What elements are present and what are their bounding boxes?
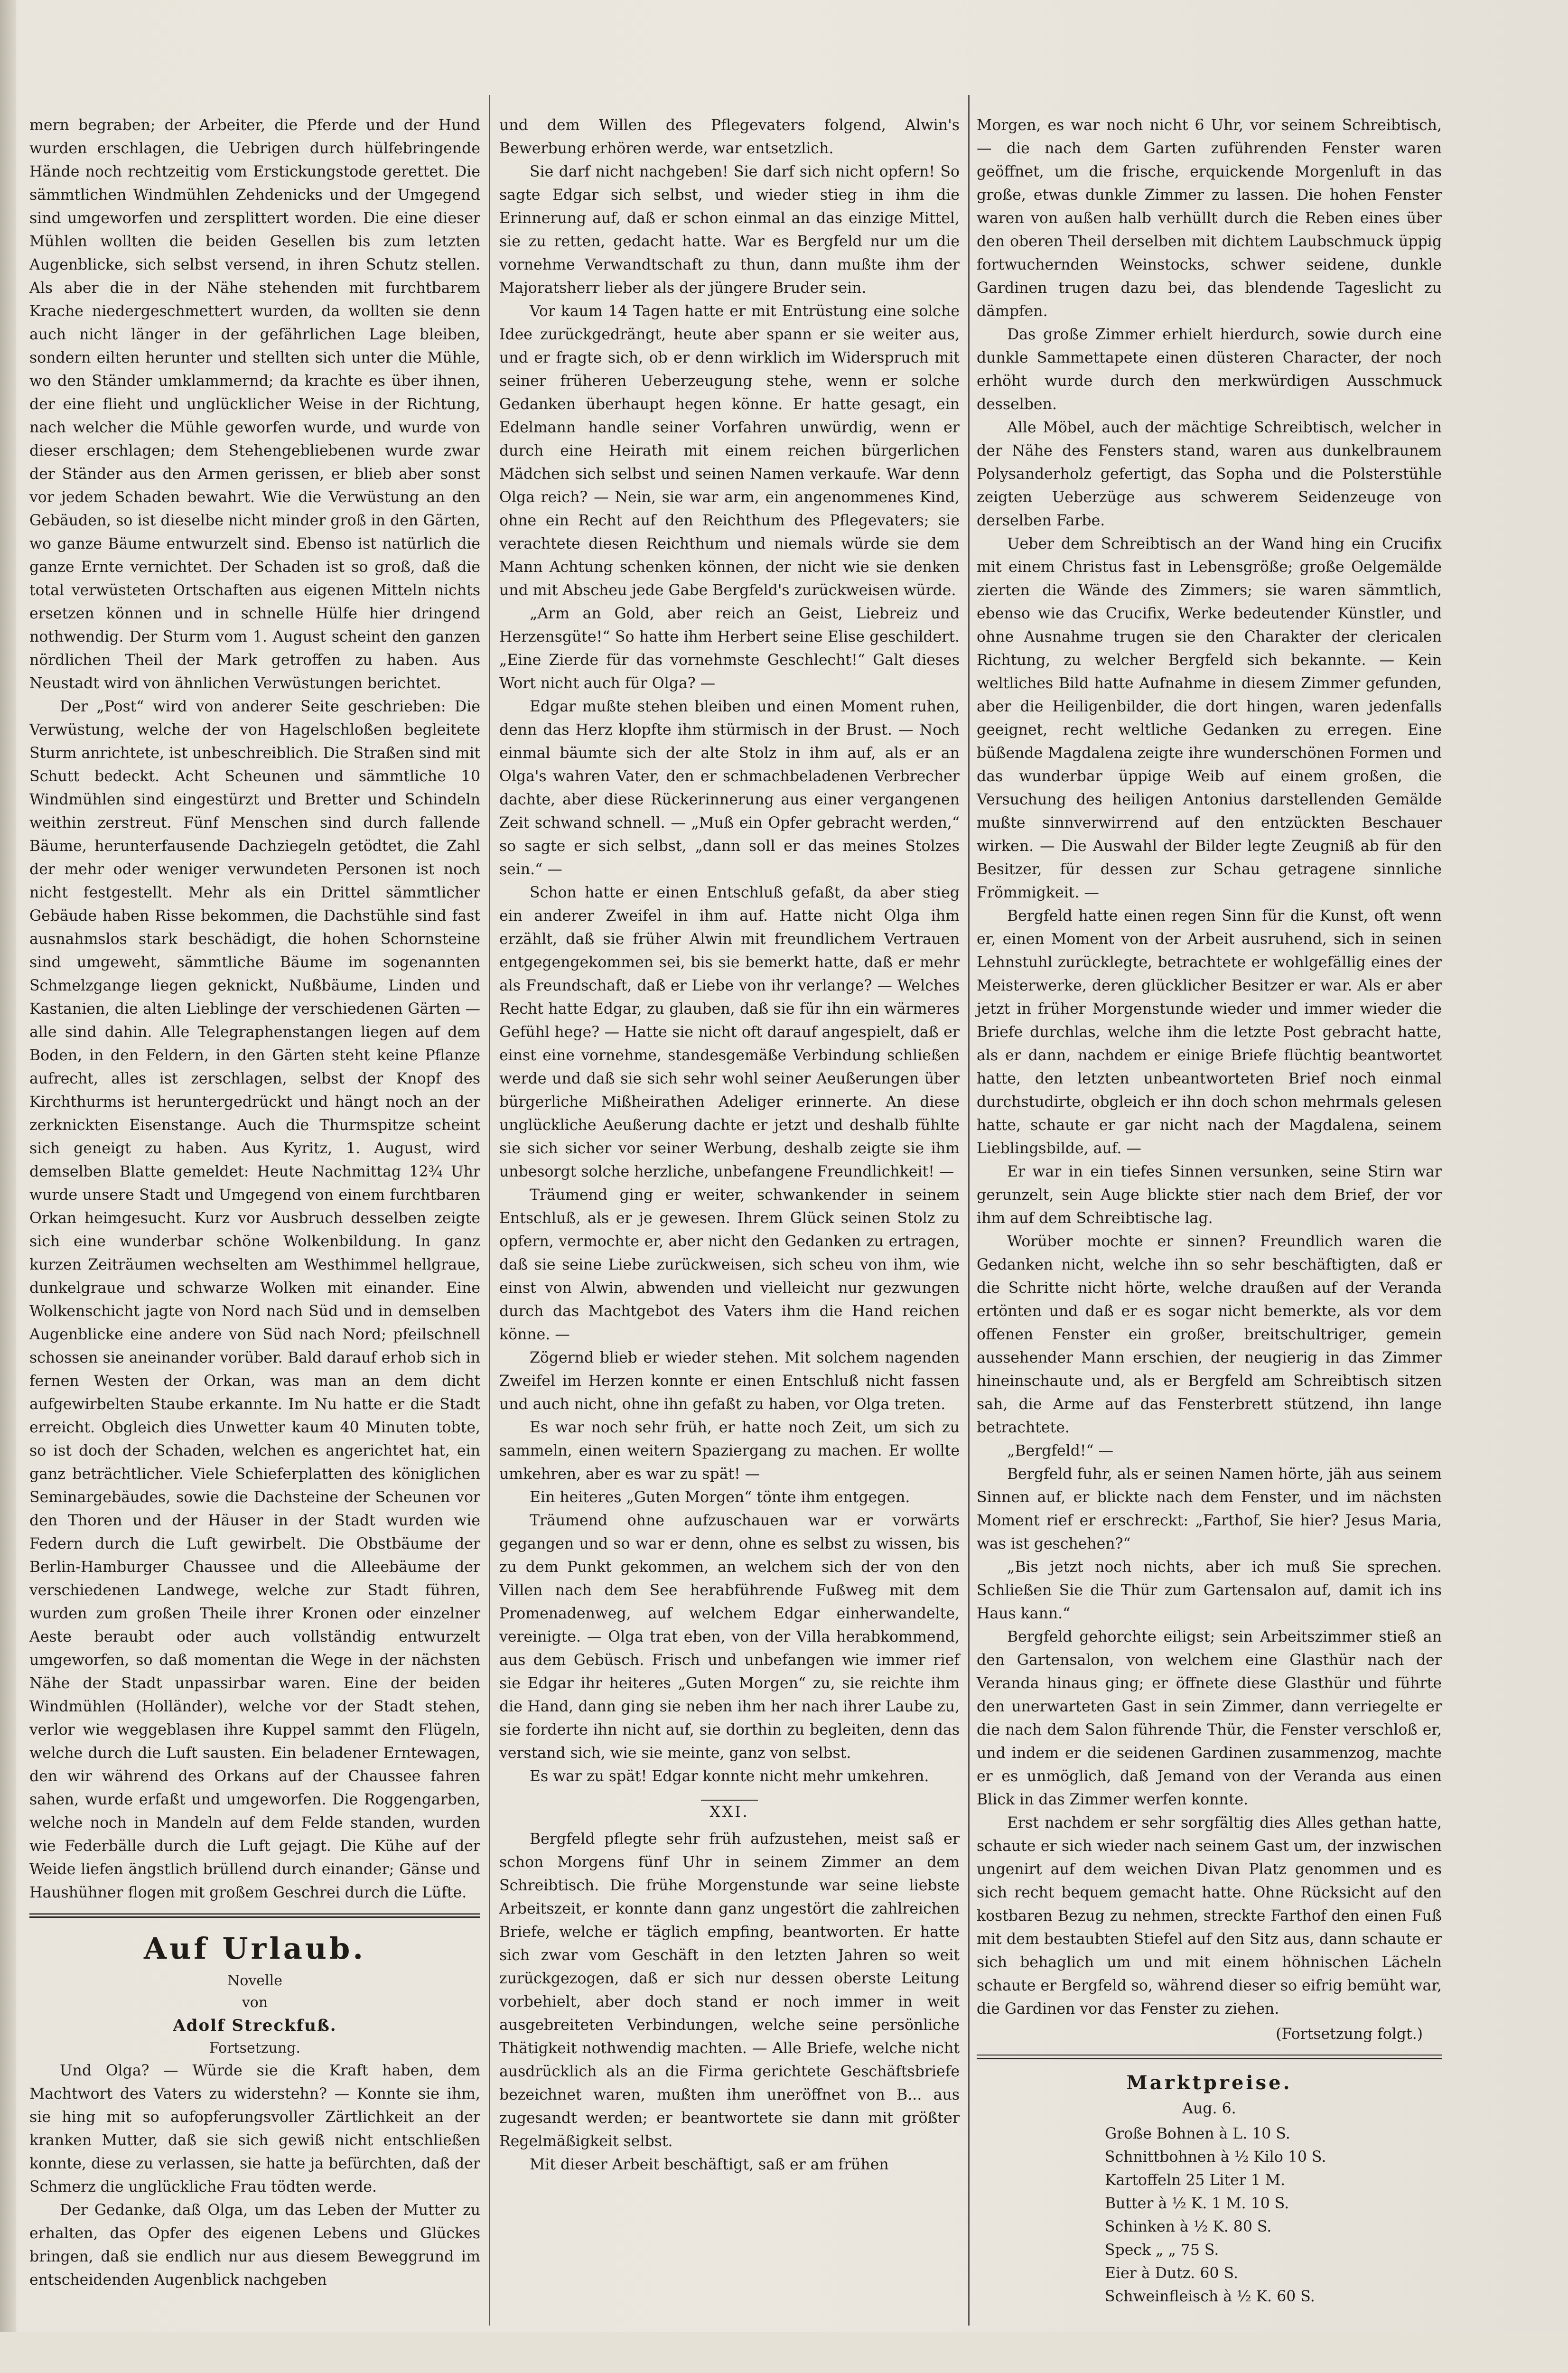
story-paragraph: Bergfeld hatte einen regen Sinn für die Kunst, oft wenn er, einen Moment von der Arbeit ausruhend, sich in seinen Lehnstuhl zurücklegte, betrachtete er wohlgefällig eines der Meisterwerke, deren glücklicher Besitzer er war. Als er aber jetzt in früher Morgenstunde wieder und immer wieder die Briefe durchlas, welche ihm die letzte Post gebracht hatte, als er dann, nachdem er einige Briefe flüchtig beantwortet hatte, den letzten unbeantworteten Brief noch einmal durchstudirte, obgleich er ihn doch schon mehrmals gelesen hatte, schaute er gar nicht nach der Magdalena, seinem Lieblingsbilde, auf. — [977,907,1442,1157]
story-paragraph: Worüber mochte er sinnen? Freundlich waren die Gedanken nicht, welche ihn so sehr beschäftigten, daß er die Schritte nicht hörte, welche draußen auf der Veranda ertönten und daß er es sogar nicht bemerkte, als vor dem offenen Fenster ein großer, breitschultriger, gemein aussehender Mann erschien, der neugierig in das Zimmer hineinschaute und, als er Bergfeld am Schreibtisch sitzen sah, die Arme auf das Fensterbrett stützend, ihn lange betrachtete. [977,1233,1442,1436]
story-paragraph: Der Gedanke, daß Olga, um das Leben der Mutter zu erhalten, das Opfer des eigenen Lebens und Glückes bringen, daß sie endlich nur aus diesem Beweggrund im entscheidenden Augenblick nachgeben [29,2202,480,2289]
story-paragraph: Ueber dem Schreibtisch an der Wand hing ein Crucifix mit einem Christus fast in Lebensgröße; große Oelgemälde zierten die Wände des Zimmers; sie waren sämmtlich, ebenso wie das Crucifix, Werke bedeutender Künstler, und ohne Ausnahme trugen sie den Charakter der clericalen Richtung, zu welcher Bergfeld sich bekannte. — Kein weltliches Bild hatte Aufnahme in diesem Zimmer gefunden, aber die Heiligenbilder, die dort hingen, waren jedenfalls geeignet, recht weltliche Gedanken zu erregen. Eine büßende Magdalena zeigte ihre wunderschönen Formen und das wunderbar üppige Weib auf einem großen, die Versuchung des heiligen Antonius darstellenden Gemälde mußte sinnverwirrend auf den entzückten Beschauer wirken. — Die Auswahl der Bilder legte Zeugniß ab für den Besitzer, für dessen zur Schau getragene sinnliche Frömmigkeit. — [977,535,1442,901]
column-divider [489,95,490,2326]
story-genre: Novelle [227,1972,282,1989]
story-paragraph: und dem Willen des Pflegevaters folgend, Alwin's Bewerbung erhören werde, war entsetzlich. [499,117,960,157]
market-price-item: Speck „ „ 75 S. [1105,2242,1219,2259]
market-prices-title: Marktpreise. [1126,2072,1292,2094]
market-price-item: Butter à ½ K. 1 M. 10 S. [1105,2195,1289,2212]
page-edge-shadow [0,0,16,2332]
story-paragraph: Träumend ging er weiter, schwankender in seinem Entschluß, als er je gewesen. Ihrem Glück seinen Stolz zu opfern, vermochte er, aber nicht den Gedanken zu ertragen, daß sie seine Liebe zurückweisen, sich scheu von ihm, wie einst von Alwin, abwenden und vielleicht nur gezwungen durch das Machtgebot des Vaters ihm die Hand reichen könne. — [499,1186,960,1343]
story-paragraph: „Arm an Gold, aber reich an Geist, Liebreiz und Herzensgüte!“ So hatte ihm Herbert seine Elise geschildert. „Eine Zierde für das vornehmste Geschlecht!“ Galt dieses Wort nicht auch für Olga? — [499,605,960,692]
story-paragraph: Edgar mußte stehen bleiben und einen Moment ruhen, denn das Herz klopfte ihm stürmisch in der Brust. — Noch einmal bäumte sich der alte Stolz in ihm auf, als er an Olga's wahren Vater, den er schmachbeladenen Verbrecher dachte, aber diese Rückerinnerung aus einer vergangenen Zeit schwand schnell. — „Muß ein Opfer gebracht werden,“ so sagte er sich selbst, „dann soll er das meines Stolzes sein.“ — [499,698,960,878]
story-paragraph: Träumend ohne aufzuschauen war er vorwärts gegangen und so war er denn, ohne es selbst zu wissen, bis zu dem Punkt gekommen, an welchem sich der von den Villen nach dem See herabführende Fußweg mit dem Promenadenweg, auf welchem Edgar einherwandelte, vereinigte. — Olga trat eben, von der Villa herabkommend, aus dem Gebüsch. Frisch und unbefangen wie immer rief sie Edgar ihr heiteres „Guten Morgen“ zu, sie reichte ihm die Hand, dann ging sie neben ihm her nach ihrer Laube zu, sie forderte ihn nicht auf, sie dorthin zu begleiten, denn das verstand sich, wie sie meinte, ganz von selbst. [499,1512,960,1762]
story-heading [29,1927,480,2059]
market-price-item: Eier à Dutz. 60 S. [1105,2265,1238,2282]
section-rule [29,1913,480,1918]
article-paragraph: mern begraben; der Arbeiter, die Pferde und der Hund wurden erschlagen, die Uebrigen durch hülfebringende Hände noch rechtzeitig vom Erstickungstode gerettet. Die sämmtlichen Windmühlen Zehdenicks und der Umgegend sind umgeworfen und zersplittert worden. Die eine dieser Mühlen wollten die beiden Gesellen bis zum letzten Augenblicke, sich selbst versend, in ihren Schutz stellen. Als aber die in der Nähe stehenden mit furchtbarem Krache niedergeschmettert wurden, da wollten sie denn auch nicht länger in der gefährlichen Lage bleiben, sondern eilten herunter und stellten sich unter die Mühle, wo den Ständer umklammernd; da krachte es über ihnen, der eine flieht und unglücklicher Weise in der Richtung, nach welcher die Mühle geworfen wurde, und wurde von dieser erschlagen; dem Stehengebliebenen wurde zwar der Ständer aus den Armen gerissen, er blieb aber sonst vor jedem Schaden bewahrt. Wie die Verwüstung an den Gebäuden, so ist dieselbe nicht minder groß in den Gärten, wo ganze Bäume entwurzelt sind. Ebenso ist natürlich die ganze Ernte vernichtet. Der Schaden ist so groß, daß die total verwüsteten Ortschaften aus eigenen Mitteln nichts ersetzen können und in schnelle Hülfe hier dringend nothwendig. Der Sturm vom 1. August scheint den ganzen nördlichen Theil der Mark getroffen zu haben. Aus Neustadt wird von ähnlichen Verwüstungen berichtet. [29,117,480,692]
story-paragraph: Mit dieser Arbeit beschäftigt, saß er am frühen [530,2156,889,2173]
story-paragraph: Sie darf nicht nachgeben! Sie darf sich nicht opfern! So sagte Edgar sich selbst, und wieder stieg in ihm die Erinnerung auf, daß er schon einmal an das einzige Mittel, sie zu retten, gedacht hatte. War es Bergfeld nur um die vornehme Verwandtschaft zu thun, dann mußte ihm der Majoratsherr lieber als der jüngere Bruder sein. [499,163,960,297]
story-paragraph: „Bergfeld!“ — [1007,1442,1114,1459]
chapter-heading [499,1801,960,1824]
market-prices-list [1105,2122,1442,2308]
story-paragraph: Vor kaum 14 Tagen hatte er mit Entrüstung eine solche Idee zurückgedrängt, heute aber spann er sie weiter aus, und er fragte sich, ob er denn wirklich im Widerspruch mit seiner früheren Ueberzeugung stehe, wenn er solche Gedanken überhaupt hegen könne. Er hatte gesagt, ein Edelmann handle seiner Vorfahren unwürdig, wenn er durch eine Heirath mit einem reichen bürgerlichen Mädchen sich selbst und seinen Namen verkaufe. War denn Olga reich? — Nein, sie war arm, ein angenommenes Kind, ohne ein Recht auf den Reichthum des Pflegevaters; sie verachtete diesen Reichthum und niemals würde sie dem Mann Achtung schenken können, der nicht wie sie denken und mit Abscheu jede Gabe Bergfeld's zurückweisen würde. [499,303,960,599]
story-paragraph: Bergfeld fuhr, als er seinen Namen hörte, jäh aus seinem Sinnen auf, er blickte nach dem Fenster, und im nächsten Moment rief er erschreckt: „Farthof, Sie hier? Jesus Maria, was ist geschehen?“ [977,1466,1442,1552]
market-price-item: Schnittbohnen à ½ Kilo 10 S. [1105,2149,1326,2166]
story-paragraph: Es war zu spät! Edgar konnte nicht mehr umkehren. [530,1768,929,1785]
story-paragraph: Es war noch sehr früh, er hatte noch Zeit, um sich zu sammeln, einen weitern Spaziergang zu machen. Er wollte umkehren, aber es war zu spät! — [499,1419,960,1483]
market-price-item: Schinken à ½ K. 80 S. [1105,2218,1272,2235]
column-divider [968,95,970,2326]
story-by: von [242,1994,268,2011]
story-author: Adolf Streckfuß. [173,2016,337,2035]
story-paragraph: Erst nachdem er sehr sorgfältig dies Alles gethan hatte, schaute er sich wieder nach seinem Gast um, der inzwischen ungenirt auf dem weichen Divan Platz genommen und es sich recht bequem gemacht hatte. Ohne Rücksicht auf den kostbaren Bezug zu nehmen, streckte Farthof den einen Fuß mit dem bestaubten Stiefel auf den Sitz aus, dann schaute er sich behaglich um und mit einem höhnischen Lächeln schaute er Bergfeld so, während dieser so eifrig bemüht war, die Gardinen vor das Fenster zu ziehen. [977,1814,1442,2018]
story-title: Auf Urlaub. [144,1931,366,1966]
story-paragraph: Er war in ein tiefes Sinnen versunken, seine Stirn war gerunzelt, sein Auge blickte stier nach dem Brief, der vor ihm auf dem Schreibtische lag. [977,1163,1442,1227]
chapter-number: XXI. [701,1800,757,1821]
story-paragraph: „Bis jetzt noch nichts, aber ich muß Sie sprechen. Schließen Sie die Thür zum Gartensalon auf, damit ich ins Haus kann.“ [977,1559,1442,1622]
story-paragraph: Und Olga? — Würde sie die Kraft haben, dem Machtwort des Vaters zu widerstehn? — Konnte sie ihm, sie hing mit so aufopferungsvoller Zärtlichkeit an der kranken Mutter, daß sie sich gewiß nicht entschließen konnte, diese zu verlassen, sie hatte ja befürchten, daß der Schmerz die unglückliche Frau tödten werde. [29,2062,480,2195]
story-paragraph: Bergfeld gehorchte eiligst; sein Arbeitszimmer stieß an den Gartensalon, von welchem eine Glasthür nach der Veranda hinaus ging; er öffnete diese Glasthür und führte den unerwarteten Gast in sein Zimmer, dann verriegelte er die nach dem Salon führende Thür, die Fenster verschloß er, und indem er die seidenen Gardinen zusammenzog, machte er es unmöglich, daß Jemand von der Veranda aus einen Blick in das Zimmer werfen konnte. [977,1628,1442,1808]
market-price-item: Schweinfleisch à ½ K. 60 S. [1105,2288,1315,2305]
story-paragraph: Schon hatte er einen Entschluß gefaßt, da aber stieg ein anderer Zweifel in ihm auf. Hatte nicht Olga ihm erzählt, daß sie früher Alwin mit freundlichem Vertrauen entgegengekommen sei, bis sie bemerkt hatte, daß er mehr als Freundschaft, daß er Liebe von ihr verlange? — Welches Recht hatte Edgar, zu glauben, daß sie für ihn ein wärmeres Gefühl hege? — Hatte sie nicht oft darauf angespielt, daß er einst eine vornehme, standesgemäße Verbindung schließen werde und daß sie sich sehr wohl seiner Aeußerungen über bürgerliche Mißheirathen Adeliger erinnerte. An diese unglückliche Aeußerung dachte er jetzt und deshalb fühlte sie sich sicher vor seiner Werbung, deshalb zeigte sie ihm unbesorgt solche herzliche, unbefangene Freundlichkeit! — [499,884,960,1180]
story-paragraph: Morgen, es war noch nicht 6 Uhr, vor seinem Schreibtisch, — die nach dem Garten zuführenden Fenster waren geöffnet, um die frische, erquickende Morgenluft in das große, etwas dunkle Zimmer zu lassen. Die hohen Fenster waren von außen halb verhüllt durch die Reben eines über den oberen Theil derselben mit dichtem Laubschmuck üppig fortwuchernden Weinstocks, schwer seidene, dunkle Gardinen trugen dazu bei, das blendende Tageslicht zu dämpfen. [977,117,1442,320]
middle-column [499,114,960,2373]
story-paragraph: Ein heiteres „Guten Morgen“ tönte ihm entgegen. [530,1489,910,1506]
market-prices-date: Aug. 6. [1182,2100,1236,2117]
story-continuation: Fortsetzung. [209,2040,301,2056]
article-paragraph: Der „Post“ wird von anderer Seite geschrieben: Die Verwüstung, welche der von Hagelschloßen begleitete Sturm anrichtete, ist unbeschreiblich. Die Straßen sind mit Schutt bedeckt. Acht Scheunen und sämmtliche 10 Windmühlen sind eingestürzt und Bretter und Schindeln weithin zerstreut. Fünf Menschen sind durch fallende Bäume, herunterfausende Dachziegeln getödtet, die Zahl der mehr oder weniger verwundeten Personen ist noch nicht festgestellt. Mehr als ein Drittel sämmtlicher Gebäude haben Risse bekommen, die Dachstühle sind fast ausnahmslos stark beschädigt, die hohen Schornsteine sind umgeweht, sämmtliche Bäume im sogenannten Schmelzgange liegen geknickt, Nußbäume, Linden und Kastanien, die alten Lieblinge der verschiedenen Gärten — alle sind dahin. Alle Telegraphenstangen liegen auf dem Boden, in den Feldern, in den Gärten steht keine Pflanze aufrecht, alles ist zerschlagen, selbst der Knopf des Kirchthurms ist heruntergedrückt und hängt noch an der zerknickten Eisenstange. Auch die Thurmspitze scheint sich geneigt zu haben. Aus Kyritz, 1. August, wird demselben Blatte gemeldet: Heute Nachmittag 12¾ Uhr wurde unsere Stadt und Umgegend von einem furchtbaren Orkan heimgesucht. Kurz vor Ausbruch desselben zeigte sich eine wunderbar schöne Wolkenbildung. In ganz kurzen Zeiträumen wechselten am Westhimmel hellgraue, dunkelgraue und schwarze Wolken mit einander. Eine Wolkenschicht jagte von Nord nach Süd und in demselben Augenblicke eine andere von Süd nach Nord; pfeilschnell schossen sie aneinander vorüber. Bald darauf erhob sich in fernen Westen der Orkan, was man an dem dicht aufgewirbelten Staube erkannte. Im Nu hatte er die Stadt erreicht. Obgleich dies Unwetter kaum 40 Minuten tobte, so ist doch der Schaden, welchen es angerichtet hat, ein ganz beträchtlicher. Viele Schieferplatten des königlichen Seminargebäudes, sowie die Dachsteine der Scheunen vor den Thoren und der Häuser in der Stadt wurden wie Federn durch die Luft gewirbelt. Die Obstbäume der Berlin-Hamburger Chaussee und die Alleebäume der verschiedenen Landwege, welche zur Stadt führen, wurden zum großen Theile ihrer Kronen oder einzelner Aeste beraubt oder auch vollständig entwurzelt umgeworfen, so daß momentan die Wege in der nächsten Nähe der Stadt unpassirbar waren. Eine der beiden Windmühlen (Holländer), welche vor der Stadt stehen, verlor wie weggeblasen ihre Kuppel sammt den Flügeln, welche durch die Luft sausten. Ein beladener Erntewagen, den wir während des Orkans auf der Chaussee fahren sahen, wurde erfaßt und umgeworfen. Die Roggengarben, welche noch in Mandeln auf dem Felde standen, wurden wie Federbälle durch die Luft gejagt. Die Kühe auf der Weide liefen ängstlich brüllend durch einander; Gänse und Haushühner flogen mit großem Geschrei durch die Lüfte. [29,698,480,1901]
right-column [977,114,1442,2305]
story-paragraph: Das große Zimmer erhielt hierdurch, sowie durch eine dunkle Sammettapete einen düsteren Character, der noch erhöht wurde durch den merkwürdigen Ausschmuck desselben. [977,326,1442,413]
story-paragraph: Bergfeld pflegte sehr früh aufzustehen, meist saß er schon Morgens fünf Uhr in seinem Zimmer an dem Schreibtisch. Die frühe Morgenstunde war seine liebste Arbeitszeit, er konnte dann ganz ungestört die zahlreichen Briefe, welche er täglich empfing, beantworten. Er hatte sich zwar vom Geschäft in den letzten Jahren so weit zurückgezogen, daß er sich nur dessen oberste Leitung vorbehielt, aber doch stand er noch immer in weit ausgebreiteten Verbindungen, welche seine persönliche Thätigkeit nothwendig machten. — Alle Briefe, welche nicht ausdrücklich als an die Firma gerichtete Geschäftsbriefe bezeichnet waren, mußten ihm uneröffnet von B... aus zugesandt werden; er beantwortete sie dann mit größter Regelmäßigkeit selbst. [499,1831,960,2150]
section-rule [977,2055,1442,2059]
story-paragraph: Alle Möbel, auch der mächtige Schreibtisch, welcher in der Nähe des Fensters stand, waren aus dunkelbraunem Polysanderholz gefertigt, das Sopha und die Polsterstühle zeigten Ueberzüge aus schwerem Seidenzeuge von derselben Farbe. [977,419,1442,529]
story-paragraph: Zögernd blieb er wieder stehen. Mit solchem nagenden Zweifel im Herzen konnte er einen Entschluß nicht fassen und auch nicht, ohne ihn gefaßt zu haben, vor Olga treten. [499,1349,960,1413]
left-column [29,114,480,2326]
market-price-item: Große Bohnen à L. 10 S. [1105,2125,1290,2142]
market-price-item: Kartoffeln 25 Liter 1 M. [1105,2172,1286,2189]
continued-note: (Fortsetzung folgt.) [1276,2026,1423,2043]
